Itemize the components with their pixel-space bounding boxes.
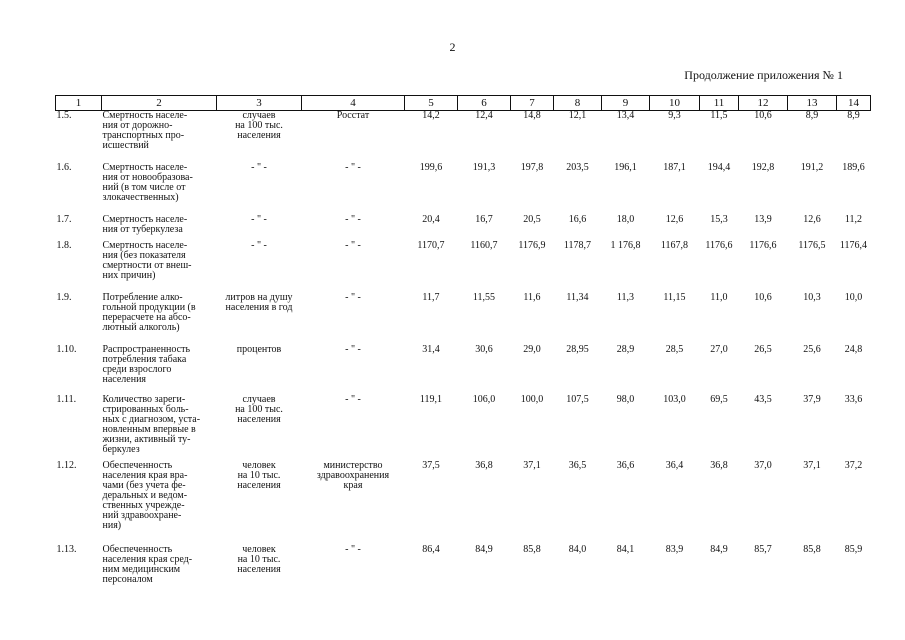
unit-of-measure <box>217 241 302 293</box>
cell-line: ним медицинским <box>102 563 181 575</box>
table-row <box>56 461 871 545</box>
value-cell: 8,9 <box>805 110 819 121</box>
value-cell: 1178,7 <box>563 239 592 251</box>
cell-line: - " - <box>251 161 267 173</box>
cell-line: населения <box>237 563 281 575</box>
row-code: 1.10. <box>56 343 77 355</box>
column-number-header: 6 <box>458 96 511 111</box>
column-number-header: 8 <box>554 96 602 111</box>
value-cell: 31,4 <box>422 343 440 355</box>
cell-line: населения <box>237 479 281 491</box>
cell-line: - " - <box>345 161 361 173</box>
table-row <box>56 545 871 595</box>
cell-line: - " - <box>345 393 361 405</box>
row-code: 1.9. <box>56 291 72 303</box>
cell-line: случаев <box>242 393 276 405</box>
value-cell: 28,5 <box>665 343 684 355</box>
cell-line: ния от новообразова- <box>102 171 193 183</box>
value-cell: 37,1 <box>523 459 541 471</box>
value-cell: 33,6 <box>844 393 863 405</box>
value-cell: 10,6 <box>754 291 772 303</box>
cell-line: на 100 тыс. <box>235 120 283 131</box>
value-cell: 18,0 <box>616 213 635 225</box>
row-code: 1.6. <box>56 161 72 173</box>
cell-line: населения в год <box>225 301 293 313</box>
column-number-header: 10 <box>650 96 700 111</box>
cell-line: - " - <box>345 291 361 303</box>
data-source <box>302 395 405 461</box>
cell-line: населения <box>237 413 281 425</box>
table-row <box>56 215 871 241</box>
cell-line: Смертность населе- <box>102 239 188 251</box>
cell-line: ния) <box>102 519 122 531</box>
value-cell: 12,4 <box>475 110 493 121</box>
data-source <box>302 241 405 293</box>
value-cell: 10,3 <box>803 291 821 303</box>
value-cell: 1170,7 <box>417 239 445 251</box>
value-cell: 191,2 <box>800 161 824 173</box>
value-cell: 11,6 <box>523 291 541 303</box>
value-cell: 8,9 <box>847 110 860 121</box>
value-cell: 103,0 <box>663 393 686 405</box>
value-cell: 1176,9 <box>518 239 546 251</box>
value-cell: 28,95 <box>566 343 589 355</box>
value-cell: 28,9 <box>616 343 635 355</box>
value-cell: 199,6 <box>419 161 443 173</box>
table-row <box>56 293 871 345</box>
data-source <box>302 111 405 163</box>
cell-line: процентов <box>236 343 282 355</box>
cell-line: Количество зареги- <box>102 393 186 405</box>
value-cell: 16,6 <box>568 213 587 225</box>
column-number-header: 12 <box>739 96 788 111</box>
value-cell: 1160,7 <box>470 239 498 251</box>
value-cell: 189,6 <box>842 161 865 173</box>
value-cell: 85,8 <box>803 543 821 555</box>
cell-line: лютный алкоголь) <box>102 321 180 333</box>
value-cell: 36,6 <box>616 459 635 471</box>
cell-line: новленным впервые в <box>102 423 196 435</box>
value-cell: 85,8 <box>523 543 541 555</box>
cell-line: - " - <box>251 213 267 225</box>
value-cell: 11,5 <box>710 110 728 121</box>
value-cell: 37,2 <box>844 459 863 471</box>
value-cell: 100,0 <box>520 393 544 405</box>
cell-line: человек <box>242 543 276 555</box>
value-cell: 11,3 <box>616 291 635 303</box>
column-number-header: 2 <box>102 96 217 111</box>
value-cell: 11,7 <box>422 291 440 303</box>
value-cell: 119,1 <box>419 393 443 405</box>
value-cell: 187,1 <box>663 161 686 173</box>
value-cell: 36,8 <box>475 459 493 471</box>
value-cell: 14,8 <box>523 110 541 121</box>
value-cell: 84,0 <box>568 543 587 555</box>
cell-line: населения <box>102 373 147 385</box>
cell-line: на 10 тыс. <box>237 469 281 481</box>
appendix-continuation-note: Продолжение приложения № 1 <box>684 68 843 82</box>
cell-line: населения <box>237 130 281 141</box>
value-cell: 192,8 <box>751 161 775 173</box>
cell-line: - " - <box>345 343 361 355</box>
value-cell: 30,6 <box>475 343 493 355</box>
value-cell: 12,1 <box>568 110 587 121</box>
column-number-header: 7 <box>511 96 554 111</box>
data-source <box>302 163 405 215</box>
cell-line: злокачественных) <box>102 191 179 203</box>
column-number-row <box>56 96 871 111</box>
value-cell: 27,0 <box>710 343 728 355</box>
cell-line: ных с диагнозом, уста- <box>102 413 201 425</box>
cell-line: Обеспеченность <box>102 459 173 471</box>
cell-line: ний (в том числе от <box>102 181 186 193</box>
column-number-header: 9 <box>602 96 650 111</box>
page-number: 2 <box>449 40 456 54</box>
value-cell: 36,8 <box>710 459 728 471</box>
cell-line: них причин) <box>102 269 156 281</box>
cell-line: Смертность населе- <box>102 161 188 173</box>
table-row <box>56 345 871 395</box>
data-source <box>302 545 405 595</box>
cell-line: - " - <box>251 239 267 251</box>
cell-line: Обеспеченность <box>102 543 173 555</box>
cell-line: - " - <box>345 213 361 225</box>
unit-of-measure <box>217 395 302 461</box>
value-cell: 13,9 <box>754 213 772 225</box>
cell-line: персоналом <box>102 573 153 585</box>
cell-line: деральных и ведом- <box>102 489 188 501</box>
unit-of-measure <box>217 293 302 345</box>
value-cell: 20,4 <box>422 213 440 225</box>
column-number-header: 11 <box>700 96 739 111</box>
value-cell: 37,0 <box>754 459 772 471</box>
cell-line: чами (без учета фе- <box>102 479 186 491</box>
value-cell: 85,7 <box>754 543 772 555</box>
row-code: 1.11. <box>56 393 77 405</box>
cell-line: края <box>343 479 363 491</box>
value-cell: 84,1 <box>616 543 635 555</box>
cell-line: ния от туберкулеза <box>102 223 183 235</box>
row-code: 1.7. <box>56 213 72 225</box>
row-code: 1.8. <box>56 239 72 251</box>
value-cell: 107,5 <box>566 393 589 405</box>
value-cell: 84,9 <box>710 543 728 555</box>
cell-line: среди взрослого <box>102 363 172 375</box>
cell-line: смертности от внеш- <box>102 259 192 271</box>
unit-of-measure <box>217 163 302 215</box>
value-cell: 29,0 <box>523 343 541 355</box>
value-cell: 43,5 <box>754 393 772 405</box>
cell-line: исшествий <box>102 140 149 151</box>
column-number-header: 3 <box>217 96 302 111</box>
cell-line: на 10 тыс. <box>237 553 281 565</box>
value-cell: 11,55 <box>472 291 496 303</box>
indicator-name <box>102 215 217 241</box>
cell-line: населения края сред- <box>102 553 193 565</box>
value-cell: 36,4 <box>665 459 684 471</box>
cell-line: ния (без показателя <box>102 249 186 261</box>
value-cell: 194,4 <box>707 161 731 173</box>
indicator-name <box>102 111 217 163</box>
table-row <box>56 163 871 215</box>
unit-of-measure <box>217 111 302 163</box>
value-cell: 15,3 <box>710 213 728 225</box>
cell-line: беркулез <box>102 443 140 455</box>
indicator-name <box>102 345 217 395</box>
value-cell: 37,1 <box>803 459 821 471</box>
data-source <box>302 215 405 241</box>
value-cell: 106,0 <box>472 393 496 405</box>
cell-line: населения края вра- <box>102 469 188 481</box>
value-cell: 25,6 <box>803 343 821 355</box>
value-cell: 11,2 <box>844 213 863 225</box>
value-cell: 37,9 <box>803 393 821 405</box>
unit-of-measure <box>217 345 302 395</box>
value-cell: 69,5 <box>710 393 728 405</box>
column-number-header: 14 <box>837 96 871 111</box>
value-cell: 86,4 <box>422 543 440 555</box>
cell-line: здравоохранения <box>316 469 390 481</box>
cell-line: на 100 тыс. <box>235 403 283 415</box>
cell-line: случаев <box>242 110 276 121</box>
column-number-header: 1 <box>56 96 102 111</box>
cell-line: ственных учрежде- <box>102 499 185 511</box>
cell-line: жизни, активный ту- <box>102 433 191 445</box>
value-cell: 12,6 <box>665 213 684 225</box>
indicator-name <box>102 461 217 545</box>
cell-line: потребления табака <box>102 353 187 365</box>
value-cell: 98,0 <box>616 393 635 405</box>
value-cell: 11,15 <box>663 291 686 303</box>
value-cell: 1176,4 <box>839 239 868 251</box>
cell-line: человек <box>242 459 276 471</box>
cell-line: транспортных про- <box>102 130 185 141</box>
indicator-name <box>102 545 217 595</box>
cell-line: стрированных боль- <box>102 403 189 415</box>
indicator-name <box>102 163 217 215</box>
cell-line: Смертность населе- <box>102 213 188 225</box>
value-cell: 197,8 <box>520 161 544 173</box>
value-cell: 196,1 <box>614 161 637 173</box>
row-code: 1.12. <box>56 459 77 471</box>
value-cell: 9,3 <box>668 110 681 121</box>
value-cell: 1176,6 <box>749 239 777 251</box>
value-cell: 1176,6 <box>705 239 733 251</box>
indicator-name <box>102 241 217 293</box>
value-cell: 12,6 <box>803 213 821 225</box>
cell-line: Смертность населе- <box>102 110 188 121</box>
cell-line: ний здравоохране- <box>102 509 182 521</box>
row-code: 1.5. <box>56 110 72 121</box>
value-cell: 203,5 <box>566 161 589 173</box>
column-number-header: 13 <box>788 96 837 111</box>
table-row <box>56 111 871 163</box>
cell-line: ния от дорожно- <box>102 120 173 131</box>
table-row <box>56 395 871 461</box>
column-number-header: 5 <box>405 96 458 111</box>
table-row <box>56 241 871 293</box>
cell-line: - " - <box>345 239 361 251</box>
cell-line: Распространенность <box>102 343 191 355</box>
cell-line: министерство <box>323 459 383 471</box>
value-cell: 1176,5 <box>798 239 826 251</box>
cell-line: гольной продукции (в <box>102 301 196 313</box>
value-cell: 10,0 <box>844 291 863 303</box>
unit-of-measure <box>217 545 302 595</box>
value-cell: 10,6 <box>754 110 772 121</box>
value-cell: 11,34 <box>566 291 589 303</box>
value-cell: 26,5 <box>754 343 772 355</box>
indicators-table <box>55 95 871 595</box>
value-cell: 1 176,8 <box>610 239 641 251</box>
data-source <box>302 345 405 395</box>
data-source <box>302 293 405 345</box>
cell-line: перерасчете на абсо- <box>102 311 191 323</box>
value-cell: 1167,8 <box>660 239 689 251</box>
cell-line: литров на душу <box>225 291 293 303</box>
value-cell: 20,5 <box>523 213 541 225</box>
value-cell: 36,5 <box>568 459 587 471</box>
column-number-header: 4 <box>302 96 405 111</box>
cell-line: Потребление алко- <box>102 291 183 303</box>
value-cell: 191,3 <box>472 161 496 173</box>
value-cell: 14,2 <box>422 110 440 121</box>
value-cell: 11,0 <box>710 291 728 303</box>
value-cell: 84,9 <box>475 543 493 555</box>
value-cell: 37,5 <box>422 459 440 471</box>
value-cell: 13,4 <box>616 110 635 121</box>
cell-line: Росстат <box>336 110 370 121</box>
value-cell: 85,9 <box>844 543 863 555</box>
value-cell: 83,9 <box>665 543 684 555</box>
indicator-name <box>102 293 217 345</box>
indicator-name <box>102 395 217 461</box>
unit-of-measure <box>217 215 302 241</box>
unit-of-measure <box>217 461 302 545</box>
value-cell: 16,7 <box>475 213 493 225</box>
row-code: 1.13. <box>56 543 77 555</box>
cell-line: - " - <box>345 543 361 555</box>
value-cell: 24,8 <box>844 343 863 355</box>
data-source <box>302 461 405 545</box>
